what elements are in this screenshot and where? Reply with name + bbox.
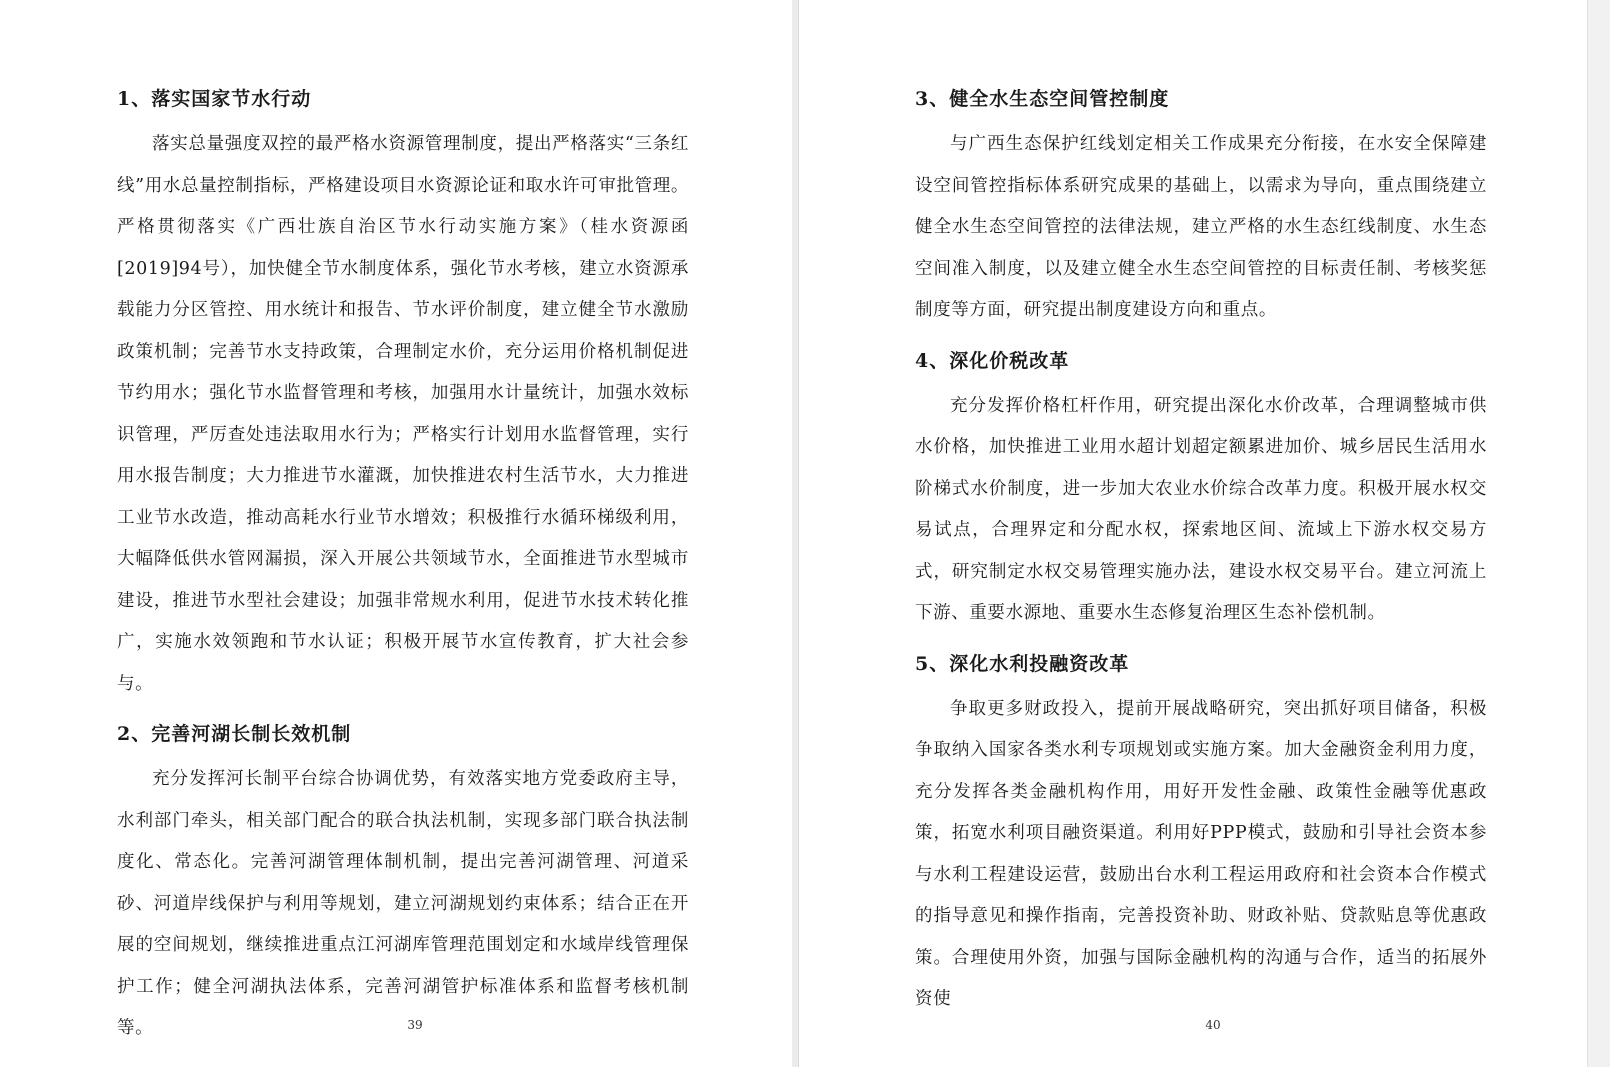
page-number: 39 [407,1018,423,1032]
page-content [117,80,689,1060]
section-body-2: 充分发挥河长制平台综合协调优势，有效落实地方党委政府主导，水利部门牵头，相关部门配合的联合执法机制，实现多部门联合执法制度化、常态化。完善河湖管理体制机制，提出完善河湖管理、河道采砂、河道岸线保护与利用等规划，建立河湖规划约束体系；结合正在开展的空间规划，继续推进重点江河湖库管理范围划定和水域岸线管理保护工作；健全河湖执法体系，完善河湖管护标准体系和监督考核机制等。 [117,769,689,1038]
section-body-4: 充分发挥价格杠杆作用，研究提出深化水价改革，合理调整城市供水价格，加快推进工业用水超计划超定额累进加价、城乡居民生活用水阶梯式水价制度，进一步加大农业水价综合改革力度。积极开展水权交易试点，合理界定和分配水权，探索地区间、流域上下游水权交易方式，研究制定水权交易管理实施办法，建设水权交易平台。建立河流上下游、重要水源地、重要水生态修复治理区生态补偿机制。 [915,395,1487,623]
section-heading-2: 2、完善河湖长制长效机制 [117,723,352,745]
section-heading-4: 4、深化价税改革 [915,349,1070,372]
section-body-1: 落实总量强度双控的最严格水资源管理制度，提出严格落实“三条红线”用水总量控制指标，严格建设项目水资源论证和取水许可审批管理。严格贯彻落实《广西壮族自治区节水行动实施方案》（桂水资源函[2019]94号），加快健全节水制度体系，强化节水考核，建立水资源承载能力分区管控、用水统计和报告、节水评价制度，建立健全节水激励政策机制；完善节水支持政策，合理制定水价，充分运用价格机制促进节约用水；强化节水监督管理和考核，加强用水计量统计，加强水效标识管理，严厉查处违法取用水行为；严格实行计划用水监督管理，实行用水报告制度；大力推进节水灌溉，加快推进农村生活节水，大力推进工业节水改造，推动高耗水行业节水增效；积极推行水循环梯级利用，大幅降低供水管网漏损，深入开展公共领域节水，全面推进节水型城市建设，推进节水型社会建设；加强非常规水利用，促进节水技术转化推广，实施水效领跑和节水认证；积极开展节水宣传教育，扩大社会参与。 [117,134,689,694]
section-body-3: 与广西生态保护红线划定相关工作成果充分衔接，在水安全保障建设空间管控指标体系研究成果的基础上，以需求为导向，重点围绕建立健全水生态空间管控的法律法规，建立严格的水生态红线制度、水生态空间准入制度，以及建立健全水生态空间管控的目标责任制、考核奖惩制度等方面，研究提出制度建设方向和重点。 [915,134,1487,320]
vertical-scrollbar[interactable] [1587,0,1610,1067]
page-number: 40 [1205,1018,1221,1032]
section-heading-5: 5、深化水利投融资改革 [915,652,1130,675]
document-page-40 [798,0,1588,1067]
document-page-39 [0,0,792,1067]
section-heading-1: 1、落实国家节水行动 [117,88,312,110]
page-content [915,80,1487,1031]
section-body-5: 争取更多财政投入，提前开展战略研究，突出抓好项目储备，积极争取纳入国家各类水利专项规划或实施方案。加大金融资金利用力度，充分发挥各类金融机构作用，用好开发性金融、政策性金融等优惠政策，拓宽水利项目融资渠道。利用好PPP模式，鼓励和引导社会资本参与水利工程建设运营，鼓励出台水利工程运用政府和社会资本合作模式的指导意见和操作指南，完善投资补助、财政补贴、贷款贴息等优惠政策。合理使用外资，加强与国际金融机构的沟通与合作，适当的拓展外资使 [915,698,1487,1009]
section-heading-3: 3、健全水生态空间管控制度 [915,88,1170,110]
